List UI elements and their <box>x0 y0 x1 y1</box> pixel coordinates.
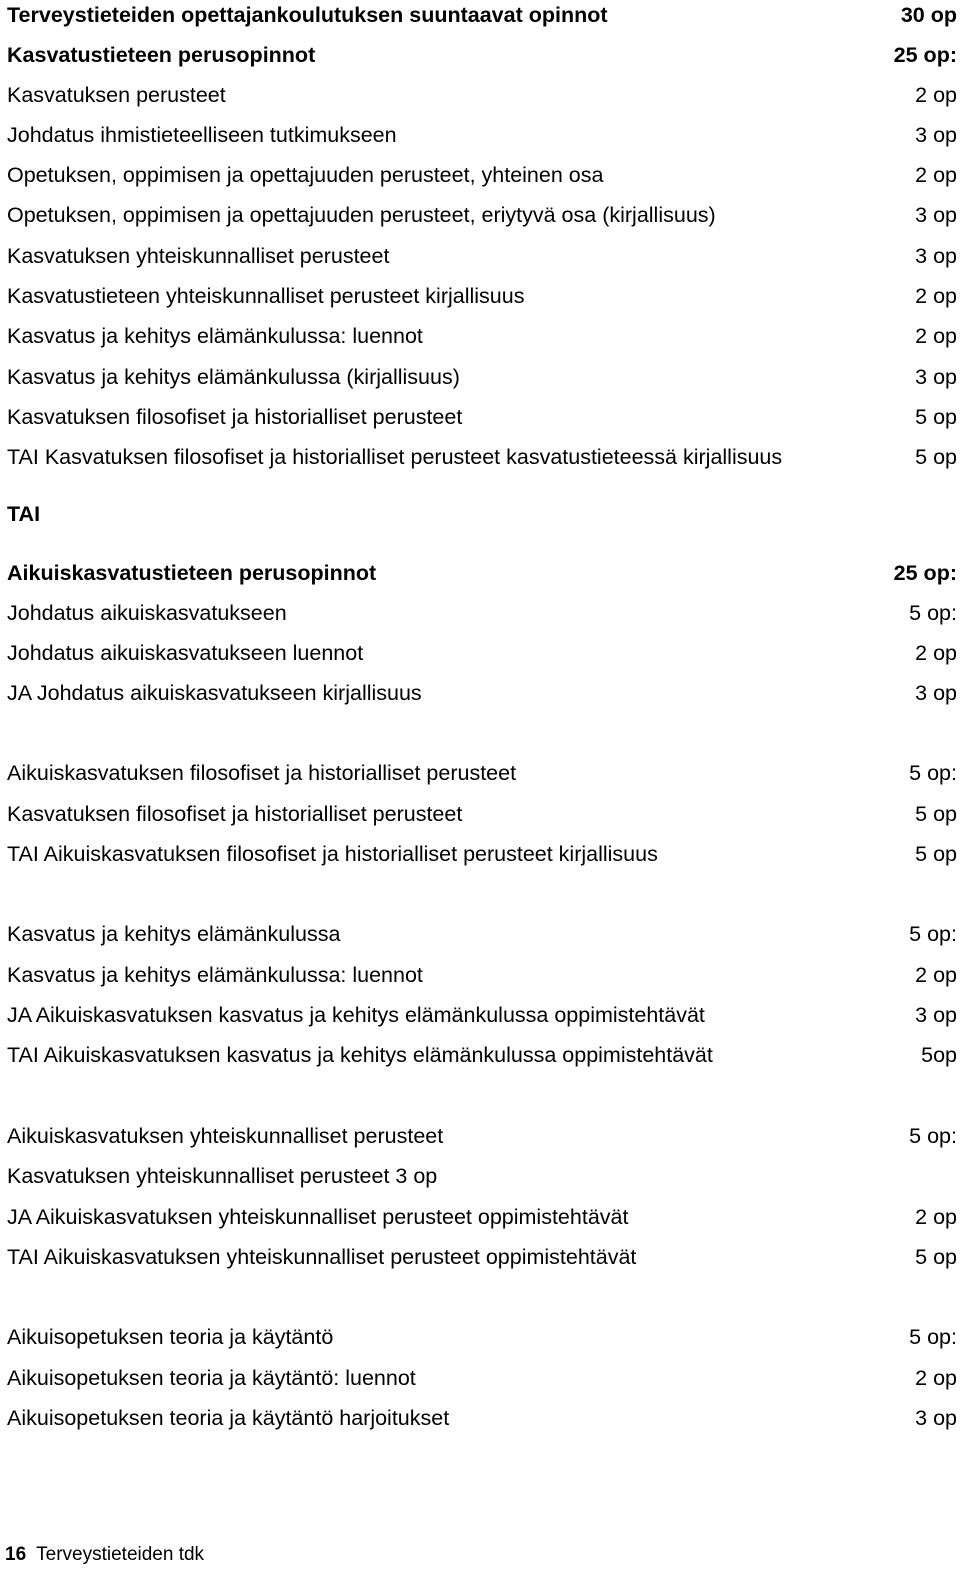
course-row <box>7 319 957 353</box>
credits-value: 5 op <box>915 842 957 866</box>
course-row <box>7 198 957 232</box>
module-row <box>7 756 957 790</box>
credits-value: 2 op <box>915 963 957 987</box>
section2-title-row <box>7 556 957 590</box>
section1-subtitle-row <box>7 38 957 72</box>
credits-value: 2 op <box>915 641 957 665</box>
module-name: Aikuiskasvatuksen filosofiset ja historialliset perusteet <box>7 761 517 785</box>
credits-value: 3 op <box>915 1003 957 1027</box>
module-name: Johdatus aikuiskasvatukseen <box>7 601 287 625</box>
credits-value: 3 op <box>915 244 957 268</box>
credits-value: 5 op: <box>909 922 957 946</box>
credits-value: 25 op: <box>893 561 957 585</box>
course-row <box>7 78 957 112</box>
credits-value: 3 op <box>915 203 957 227</box>
credits-value: 5 op: <box>909 1325 957 1349</box>
module-row <box>7 917 957 951</box>
course-row <box>7 158 957 192</box>
course-row <box>7 279 957 313</box>
module-name: Aikuisopetuksen teoria ja käytäntö <box>7 1325 334 1349</box>
course-name: Kasvatus ja kehitys elämänkulussa (kirjallisuus) <box>7 365 460 389</box>
credits-value: 5 op <box>915 405 957 429</box>
course-name: JA Johdatus aikuiskasvatukseen kirjallisuus <box>7 681 422 705</box>
course-row <box>7 1361 957 1395</box>
course-row <box>7 636 957 670</box>
course-row <box>7 998 957 1032</box>
module-name: Kasvatus ja kehitys elämänkulussa <box>7 922 341 946</box>
alternative-separator: TAI <box>7 502 41 526</box>
section-subtitle: Kasvatustieteen perusopinnot <box>7 43 316 67</box>
footer-text: Terveystieteiden tdk <box>36 1544 205 1565</box>
credits-value: 3 op <box>915 123 957 147</box>
credits-value: 5 op: <box>909 601 957 625</box>
course-row <box>7 1159 957 1193</box>
course-row <box>7 118 957 152</box>
course-row <box>7 440 957 474</box>
credits-value: 25 op: <box>893 43 957 67</box>
course-name: Kasvatuksen yhteiskunnalliset perusteet <box>7 244 390 268</box>
course-name: Aikuisopetuksen teoria ja käytäntö: luennot <box>7 1366 416 1390</box>
credits-value: 2 op <box>915 284 957 308</box>
credits-value: 3 op <box>915 681 957 705</box>
course-name: JA Aikuiskasvatuksen kasvatus ja kehitys elämänkulussa oppimistehtävät <box>7 1003 705 1027</box>
credits-value: 2 op <box>915 1205 957 1229</box>
credits-value: 3 op <box>915 1406 957 1430</box>
course-name: Johdatus ihmistieteelliseen tutkimukseen <box>7 123 397 147</box>
course-row <box>7 239 957 273</box>
course-name: Kasvatuksen filosofiset ja historialliset perusteet <box>7 405 463 429</box>
credits-value: 3 op <box>915 365 957 389</box>
course-name: TAI Kasvatuksen filosofiset ja historialliset perusteet kasvatustieteessä kirjallisuus <box>7 445 783 469</box>
credits-value: 5op <box>921 1043 957 1067</box>
course-row <box>7 1240 957 1274</box>
course-row <box>7 1401 957 1435</box>
course-row <box>7 1038 957 1072</box>
credits-value: 2 op <box>915 324 957 348</box>
credits-value: 2 op <box>915 1366 957 1390</box>
course-name: JA Aikuiskasvatuksen yhteiskunnalliset perusteet oppimistehtävät <box>7 1205 629 1229</box>
credits-value: 2 op <box>915 163 957 187</box>
course-name: Kasvatus ja kehitys elämänkulussa: luennot <box>7 324 423 348</box>
course-name: Johdatus aikuiskasvatukseen luennot <box>7 641 364 665</box>
section-title: Aikuiskasvatustieteen perusopinnot <box>7 561 377 585</box>
course-name: Kasvatuksen yhteiskunnalliset perusteet 3 op <box>7 1164 438 1188</box>
course-row <box>7 1200 957 1234</box>
module-row <box>7 1320 957 1354</box>
course-name: Kasvatuksen perusteet <box>7 83 226 107</box>
credits-value: 2 op <box>915 83 957 107</box>
course-name: Kasvatuksen filosofiset ja historialliset perusteet <box>7 802 463 826</box>
course-row <box>7 360 957 394</box>
course-name: Aikuisopetuksen teoria ja käytäntö harjoitukset <box>7 1406 450 1430</box>
course-name: Kasvatus ja kehitys elämänkulussa: luennot <box>7 963 423 987</box>
module-name: Aikuiskasvatuksen yhteiskunnalliset perusteet <box>7 1124 444 1148</box>
course-row <box>7 837 957 871</box>
course-name: Opetuksen, oppimisen ja opettajuuden perusteet, eriytyvä osa (kirjallisuus) <box>7 203 716 227</box>
credits-value: 5 op <box>915 1245 957 1269</box>
page-footer <box>5 1541 204 1569</box>
module-row <box>7 596 957 630</box>
page-number: 16 <box>5 1544 27 1565</box>
course-row <box>7 400 957 434</box>
course-row <box>7 958 957 992</box>
credits-value: 5 op <box>915 802 957 826</box>
credits-value: 30 op <box>900 3 957 27</box>
course-row <box>7 797 957 831</box>
course-name: TAI Aikuiskasvatuksen yhteiskunnalliset perusteet oppimistehtävät <box>7 1245 637 1269</box>
credits-value: 5 op: <box>909 761 957 785</box>
course-row <box>7 676 957 710</box>
module-row <box>7 1119 957 1153</box>
section-title: Terveystieteiden opettajankoulutuksen suuntaavat opinnot <box>7 3 608 27</box>
course-name: Kasvatustieteen yhteiskunnalliset perusteet kirjallisuus <box>7 284 525 308</box>
course-name: Opetuksen, oppimisen ja opettajuuden perusteet, yhteinen osa <box>7 163 604 187</box>
section1-title-row <box>7 0 957 32</box>
course-name: TAI Aikuiskasvatuksen filosofiset ja historialliset perusteet kirjallisuus <box>7 842 658 866</box>
credits-value: 5 op <box>915 445 957 469</box>
credits-value: 5 op: <box>909 1124 957 1148</box>
course-name: TAI Aikuiskasvatuksen kasvatus ja kehitys elämänkulussa oppimistehtävät <box>7 1043 713 1067</box>
